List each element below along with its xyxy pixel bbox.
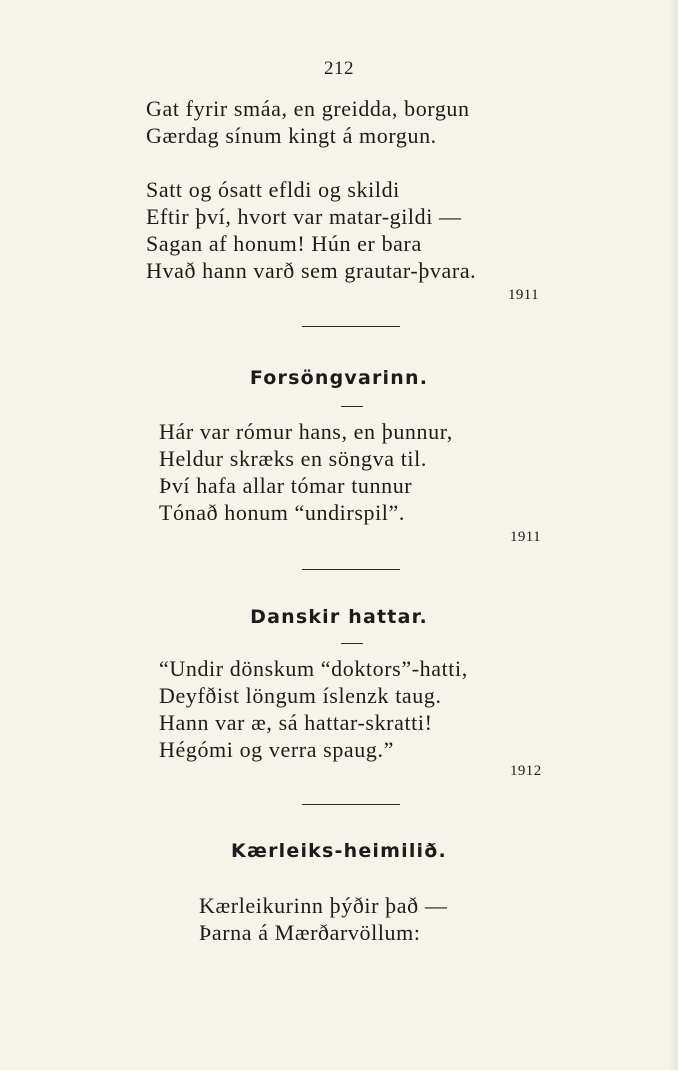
poem-line: Tónað honum “undirspil”. [159, 500, 405, 525]
poem-line: Gat fyrir smáa, en greidda, borgun [146, 96, 470, 121]
page-number: 212 [324, 58, 354, 79]
poem-line: Því hafa allar tómar tunnur [159, 473, 413, 498]
poem-line: Heldur skræks en söngva til. [159, 446, 427, 471]
title-dash [341, 643, 363, 644]
poem-line: “Undir dönskum “doktors”-hatti, [159, 656, 468, 681]
poem-line: Kærleikurinn þýðir það — [199, 893, 448, 918]
poem-line: Hár var rómur hans, en þunnur, [159, 419, 453, 444]
poem-line: Satt og ósatt efldi og skildi [146, 177, 400, 202]
section-divider [302, 569, 400, 570]
poem-line: Gærdag sínum kingt á morgun. [146, 123, 437, 148]
poem-line: Hvað hann varð sem grautar-þvara. [146, 258, 477, 283]
section-divider [302, 804, 400, 805]
poem-line: Eftir því, hvort var matar-gildi — [146, 204, 462, 229]
poem-line: Þarna á Mærðarvöllum: [199, 920, 421, 945]
page-edge-shadow [668, 0, 678, 1070]
poem-year: 1911 [508, 287, 540, 303]
poem-year: 1911 [510, 529, 542, 545]
poem-line: Sagan af honum! Hún er bara [146, 231, 422, 256]
poem-title: Danskir hattar. [250, 606, 428, 628]
poem-line: Hégómi og verra spaug.” [159, 737, 394, 762]
section-divider [302, 326, 400, 327]
poem-title: Forsöngvarinn. [249, 367, 429, 389]
poem-line: Hann var æ, sá hattar-skratti! [159, 710, 433, 735]
poem-title: Kærleiks-heimilið. [231, 840, 447, 862]
title-dash [341, 406, 363, 407]
poem-year: 1912 [510, 763, 542, 779]
poem-line: Deyfðist löngum íslenzk taug. [159, 683, 442, 708]
